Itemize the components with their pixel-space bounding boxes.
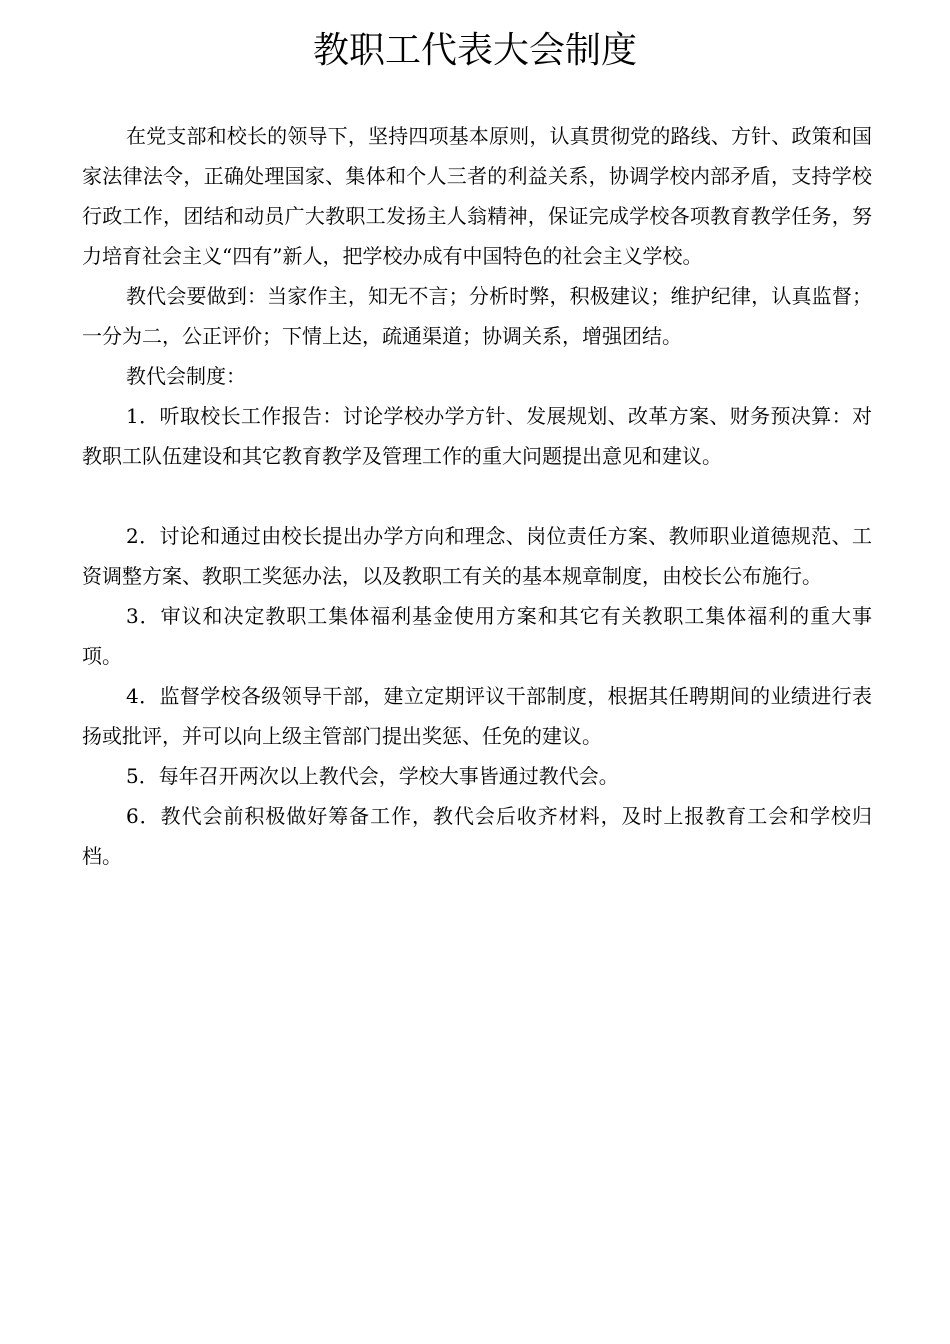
paragraph-requirements: 教代会要做到：当家作主，知无不言；分析时弊，积极建议；维护纪律，认真监督；一分为二，公正评价；下情上达，疏通渠道；协调关系，增强团结。 bbox=[82, 284, 872, 348]
paragraph-item-6: 6．教代会前积极做好筹备工作，教代会后收齐材料，及时上报教育工会和学校归档。 bbox=[82, 804, 872, 868]
paragraph-item-3: 3．审议和决定教职工集体福利基金使用方案和其它有关教职工集体福利的重大事项。 bbox=[82, 604, 872, 668]
paragraph-principles: 在党支部和校长的领导下，坚持四项基本原则，认真贯彻党的路线、方针、政策和国家法律法令，正确处理国家、集体和个人三者的利益关系，协调学校内部矛盾，支持学校行政工作，团结和动员广大教职工发扬主人翁精神，保证完成学校各项教育教学任务，努力培育社会主义“四有”新人，把学校办成有中国特色的社会主义学校。 bbox=[82, 124, 872, 268]
paragraph-item-1: 1．听取校长工作报告：讨论学校办学方针、发展规划、改革方案、财务预决算：对教职工队伍建设和其它教育教学及管理工作的重大问题提出意见和建议。 bbox=[82, 404, 872, 468]
document-title: 教职工代表大会制度 bbox=[312, 30, 637, 71]
paragraph-system-heading: 教代会制度： bbox=[126, 364, 246, 388]
document-body bbox=[82, 116, 872, 876]
paragraph-item-2: 2．讨论和通过由校长提出办学方向和理念、岗位责任方案、教师职业道德规范、工资调整方案、教职工奖惩办法，以及教职工有关的基本规章制度，由校长公布施行。 bbox=[82, 524, 872, 588]
paragraph-item-4: 4．监督学校各级领导干部，建立定期评议干部制度，根据其任聘期间的业绩进行表扬或批评，并可以向上级主管部门提出奖惩、任免的建议。 bbox=[82, 684, 872, 748]
paragraph-item-5: 5．每年召开两次以上教代会，学校大事皆通过教代会。 bbox=[126, 764, 619, 788]
